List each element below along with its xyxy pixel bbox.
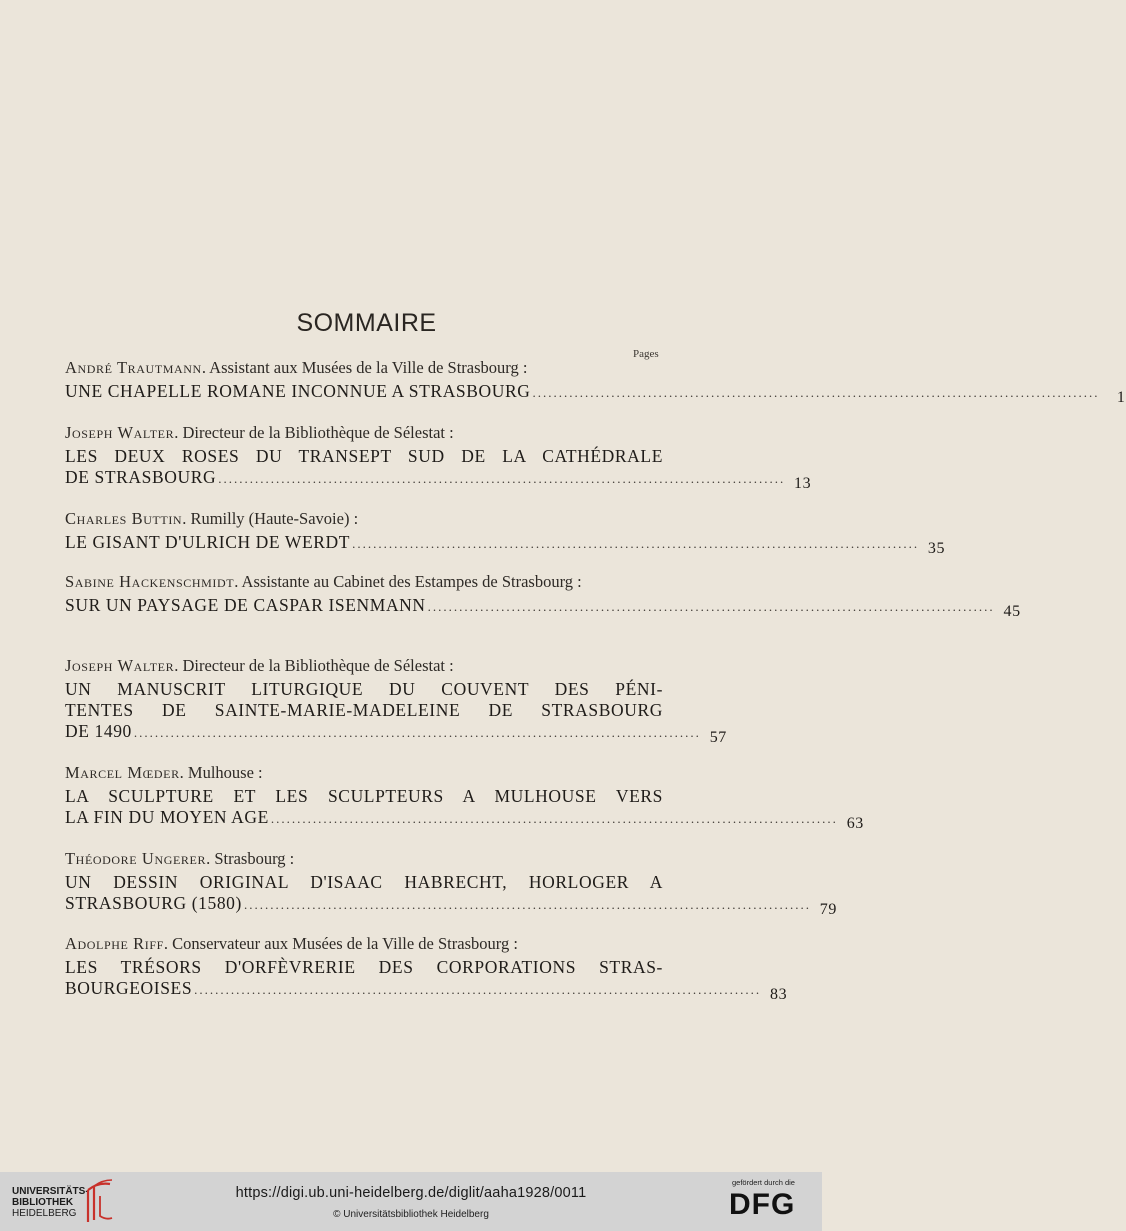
toc-entry [65,422,812,492]
author-name: Sabine Hackenschmidt [65,572,235,591]
logo-line: BIBLIOTHEK [12,1197,74,1208]
author-name: Adolphe Riff [65,934,164,953]
entry-author [65,357,663,378]
logo-line: UNIVERSITÄTS- [12,1186,89,1197]
entry-title [65,532,946,557]
toc-entry [65,508,946,557]
entry-title [65,679,727,746]
toc-entry [65,848,837,918]
author-name: Joseph Walter [65,656,175,675]
author-description: . Rumilly (Haute-Savoie) : [182,509,359,528]
entry-title [65,446,812,492]
page-number: 1 [1116,389,1126,406]
title-line: LE GISANT D'ULRICH DE WERDT ............................................................................................................ 35 [65,532,946,557]
author-description: . Directeur de la Bibliothèque de Sélestat : [174,423,454,442]
page-number: 13 [794,475,812,492]
title-line: STRASBOURG (1580) ............................................................................................................ 79 [65,893,837,918]
title-line: DE STRASBOURG ............................................................................................................ 13 [65,467,812,492]
sponsor-caption: gefördert durch die [732,1178,795,1187]
title-line: TENTES DE SAINTE-MARIE-MADELEINE DE STRASBOURG [65,700,663,720]
entry-author [65,848,663,869]
entry-author [65,571,663,592]
title-line: LES DEUX ROSES DU TRANSEPT SUD DE LA CATHÉDRALE [65,446,663,466]
dot-leader: ............................................................................................................ [133,725,701,740]
toc-entry [65,571,1021,620]
entry-author [65,933,663,954]
page-number: 83 [769,986,788,1003]
dot-leader: ............................................................................................................ [218,471,786,486]
pages-column-label: Pages [633,348,659,360]
title-line: SUR UN PAYSAGE DE CASPAR ISENMANN ............................................................................................................ 45 [65,595,1021,620]
author-description: . Directeur de la Bibliothèque de Sélestat : [174,656,454,675]
author-description: . Strasbourg : [206,849,295,868]
dot-leader: ............................................................................................................ [270,811,838,826]
author-name: Joseph Walter [65,423,175,442]
page-number: 79 [819,901,837,918]
author-name: Théodore Ungerer [65,849,207,868]
toc-entry [65,933,788,1003]
author-name: Charles Buttin [65,509,183,528]
entry-author [65,762,663,783]
page-number: 57 [709,729,727,746]
entry-title [65,957,788,1003]
toc-entry [65,655,727,746]
title-line: DE 1490 ............................................................................................................ 57 [65,721,727,746]
dfg-logo[interactable]: DFG [729,1188,796,1221]
author-description: . Conservateur aux Musées de la Ville de Strasbourg : [163,934,518,953]
entry-title [65,381,1126,406]
author-description: . Assistant aux Musées de la Ville de Strasbourg : [201,358,528,377]
dot-leader: ............................................................................................................ [194,982,762,997]
title-line: LA SCULPTURE ET LES SCULPTEURS A MULHOUSE VERS [65,786,663,806]
viewer-footer [0,1172,822,1231]
author-name: Marcel Mœder [65,763,180,782]
page-number: 63 [846,815,864,832]
page-number: 45 [1003,603,1021,620]
permalink-url[interactable]: https://digi.ub.uni-heidelberg.de/diglit/aaha1928/0011 [235,1185,587,1201]
title-line: UN DESSIN ORIGINAL D'ISAAC HABRECHT, HORLOGER A [65,872,663,892]
title-line: UN MANUSCRIT LITURGIQUE DU COUVENT DES PÉNI- [65,679,663,699]
page-number: 35 [927,540,946,557]
title-line: LA FIN DU MOYEN AGE ............................................................................................................ 63 [65,807,864,832]
toc-entry [65,762,864,832]
entry-title [65,786,864,832]
dot-leader: ............................................................................................................ [243,897,811,912]
logo-line: HEIDELBERG [12,1208,77,1219]
page-title: SOMMAIRE [296,309,437,337]
title-line: UNE CHAPELLE ROMANE INCONNUE A STRASBOURG ............................................................................................................ 1 [65,381,1126,406]
author-description: . Mulhouse : [179,763,263,782]
title-line: LES TRÉSORS D'ORFÈVRERIE DES CORPORATIONS STRAS- [65,957,663,977]
entry-title [65,595,1021,620]
entry-author [65,655,663,676]
author-description: . Assistante au Cabinet des Estampes de Strasbourg : [234,572,582,591]
dot-leader: ............................................................................................................ [427,599,995,614]
copyright-notice: © Universitätsbibliothek Heidelberg [333,1209,489,1220]
dot-leader: ............................................................................................................ [532,385,1100,400]
entry-title [65,872,837,918]
dot-leader: ............................................................................................................ [352,536,920,551]
author-name: André Trautmann [65,358,202,377]
title-line: BOURGEOISES ............................................................................................................ 83 [65,978,788,1003]
entry-author [65,508,663,529]
entry-author [65,422,663,443]
toc-entry [65,357,1126,406]
